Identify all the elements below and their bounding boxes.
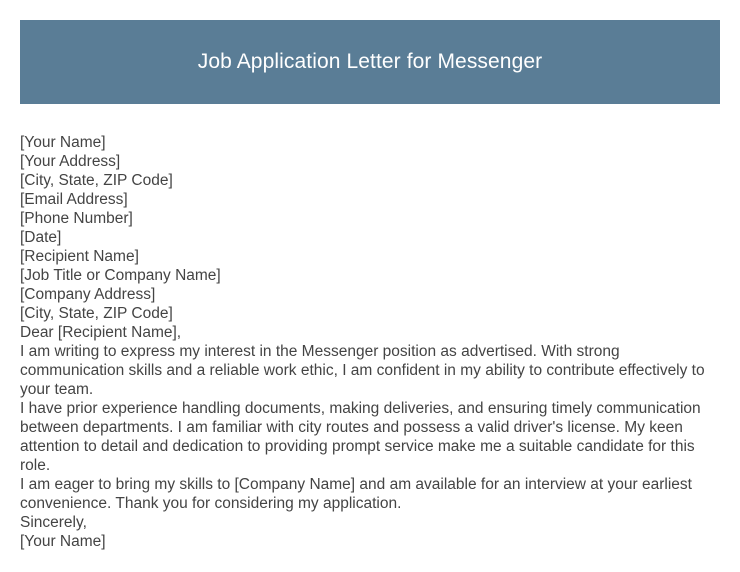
recipient-city-state-zip: [City, State, ZIP Code] [20, 305, 173, 322]
recipient-company-address: [Company Address] [20, 286, 156, 303]
paragraph-intro: I am writing to express my interest in the Messenger position as advertised. With strong communication skills and a reliable work ethic, I am confident in my ability to contribute effectively to your team. [20, 343, 705, 398]
closing: Sincerely, [20, 514, 87, 531]
letter-date: [Date] [20, 229, 62, 246]
salutation: Dear [Recipient Name], [20, 324, 182, 341]
sender-email: [Email Address] [20, 191, 128, 208]
recipient-name: [Recipient Name] [20, 248, 139, 265]
recipient-title: [Job Title or Company Name] [20, 267, 221, 284]
letter-body [20, 133, 722, 551]
signature: [Your Name] [20, 533, 106, 550]
paragraph-closing: I am eager to bring my skills to [Company Name] and am available for an interview at your earliest convenience. Thank you for considering my application. [20, 476, 692, 512]
document-title: Job Application Letter for Messenger [197, 50, 543, 73]
sender-city-state-zip: [City, State, ZIP Code] [20, 172, 173, 189]
paragraph-experience: I have prior experience handling documents, making deliveries, and ensuring timely communication between departments. I am familiar with city routes and possess a valid driver's license. My keen attention to detail and dedication to providing prompt service make me a suitable candidate for this role. [20, 400, 701, 474]
sender-phone: [Phone Number] [20, 210, 133, 227]
sender-address: [Your Address] [20, 153, 121, 170]
sender-name: [Your Name] [20, 134, 106, 151]
document-header [20, 20, 720, 104]
